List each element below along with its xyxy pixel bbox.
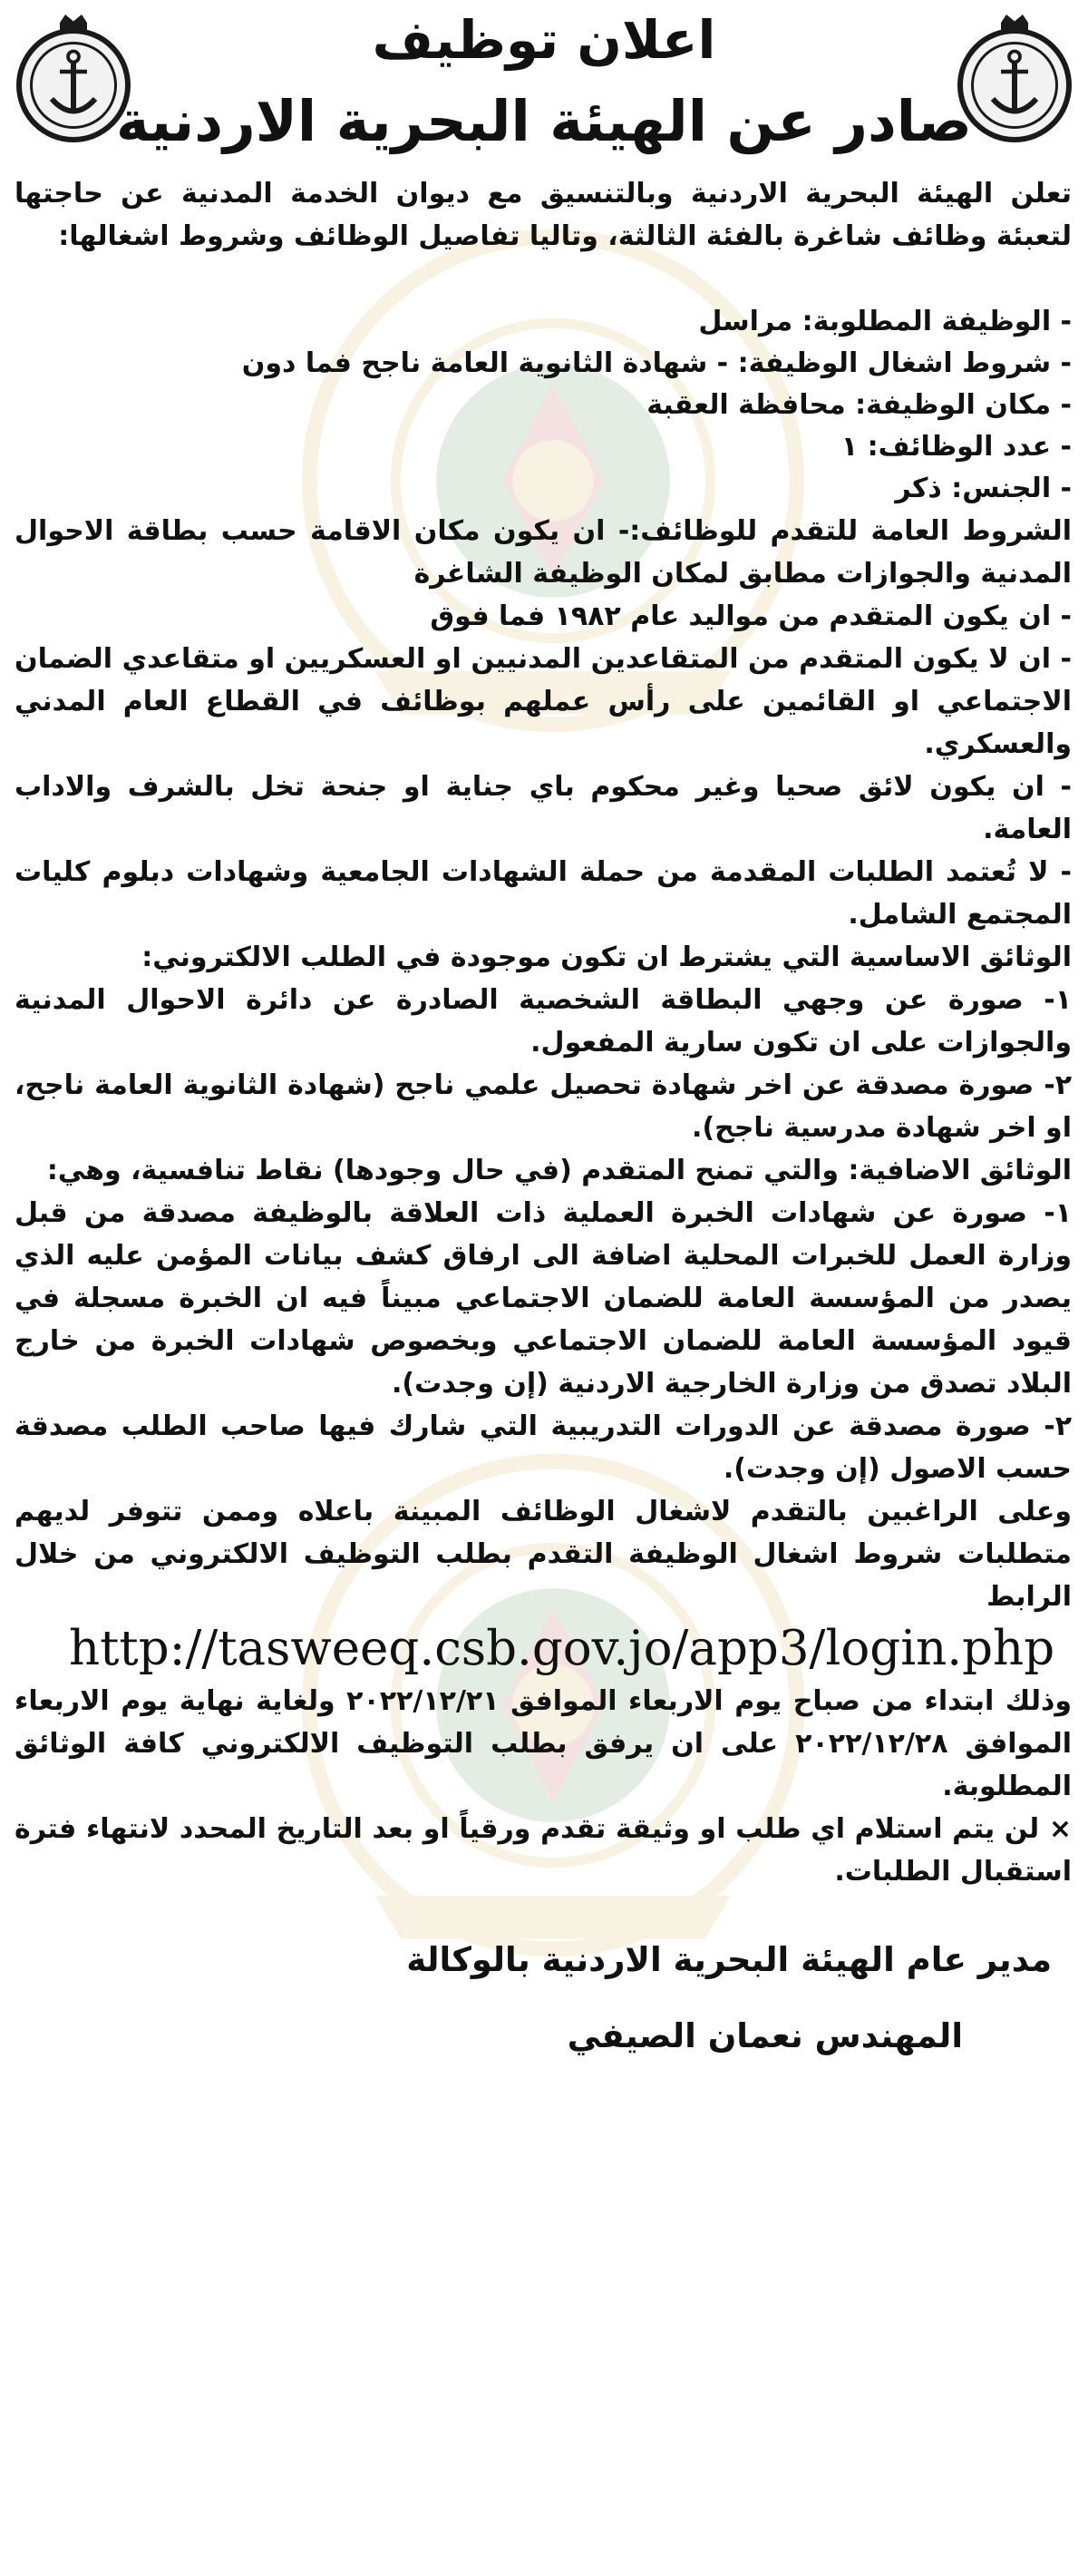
spacer — [15, 258, 1072, 301]
announcement-header — [0, 0, 1088, 172]
basic-documents-heading: الوثائق الاساسية التي يشترط ان تكون موجودة في الطلب الالكتروني: — [141, 942, 1072, 973]
application-link[interactable]: http://tasweeq.csb.gov.jo/app3/login.php — [69, 1621, 1055, 1676]
announcement-body — [15, 172, 1072, 2060]
additional-documents-heading: الوثائق الاضافية: والتي تمنح المتقدم (في حال وجودها) نقاط تنافسية، وهي: — [46, 1155, 1072, 1186]
job-detail-count: - عدد الوظائف: ١ — [840, 431, 1072, 463]
condition-item: - ان يكون لائق صحيا وغير محكوم باي جناية او جنحة تخل بالشرف والاداب العامة. — [15, 771, 1072, 845]
apply-instructions: وعلى الراغبين بالتقدم لاشغال الوظائف المبينة باعلاه وممن تتوفر لديهم متطلبات شروط اشغال الوظيفة التقدم بطلب التوظيف الالكتروني من خلال الرابط — [15, 1496, 1072, 1613]
signatory-name: المهندس نعمان الصيفي — [567, 2016, 963, 2055]
application-dates: وذلك ابتداء من صباح يوم الاربعاء الموافق ٢٠٢٢/١٢/٢١ ولغاية نهاية يوم الاربعاء الموافق ٢٠٢٢/١٢/٢٨ على ان يرفق بطلب التوظيف الالكتروني كافة الوثائق المطلوبة. — [15, 1685, 1072, 1802]
condition-item: - ان يكون المتقدم من مواليد عام ١٩٨٢ فما فوق — [430, 600, 1072, 632]
condition-item: - لا تُعتمد الطلبات المقدمة من حملة الشهادات الجامعية وشهادات دبلوم كليات المجتمع الشامل. — [15, 856, 1072, 931]
condition-item: - ان لا يكون المتقدم من المتقاعدين المدنيين او العسكريين او متقاعدي الضمان الاجتماعي او القائمين على رأس عملهم بوظائف في القطاع العام المدني والعسكري. — [15, 643, 1072, 760]
paper-submission-note: × لن يتم استلام اي طلب او وثيقة تقدم ورقياً او بعد التاريخ المحدد لانتهاء فترة استقبال الطلبات. — [15, 1813, 1072, 1888]
signatory-position: مدير عام الهيئة البحرية الاردنية بالوكالة — [406, 1940, 1052, 1979]
basic-document-item: ١- صورة عن وجهي البطاقة الشخصية الصادرة عن دائرة الاحوال المدنية والجوازات على ان تكون سارية المفعول. — [15, 984, 1072, 1059]
job-detail-gender: - الجنس: ذكر — [895, 473, 1072, 504]
spacer — [15, 1893, 1072, 1937]
additional-document-item: ٢- صورة مصدقة عن الدورات التدريبية التي شارك فيها صاحب الطلب مصدقة حسب الاصول (إن وجدت). — [15, 1410, 1072, 1485]
intro-paragraph: تعلن الهيئة البحرية الاردنية وبالتنسيق مع ديوان الخدمة المدنية عن حاجتها لتعبئة وظائف شاغرة بالفئة الثالثة، وتاليا تفاصيل الوظائف وشروط اشغالها: — [15, 178, 1072, 252]
general-conditions: الشروط العامة للتقدم للوظائف:- ان يكون مكان الاقامة حسب بطاقة الاحوال المدنية والجوازات مطابق لمكان الوظيفة الشاغرة — [15, 515, 1072, 590]
job-detail-title: - الوظيفة المطلوبة: مراسل — [698, 306, 1072, 337]
announcement-title: اعلان توظيف — [372, 9, 716, 71]
job-detail-requirements: - شروط اشغال الوظيفة: - شهادة الثانوية العامة ناجح فما دون — [241, 347, 1072, 379]
additional-document-item: ١- صورة عن شهادات الخبرة العملية ذات العلاقة بالوظيفة مصدقة من قبل وزارة العمل للخبرات المحلية اضافة الى ارفاق كشف بيانات المؤمن عليه الذي يصدر من المؤسسة العامة للضمان الاجتماعي مبيناً فيه ان الخبرة مسجلة في قيود المؤسسة العامة للضمان الاجتماعي وبخصوص شهادات الخبرة من خارج البلاد تصدق من وزارة الخارجية الاردنية (إن وجدت). — [15, 1197, 1072, 1400]
issuer-title: صادر عن الهيئة البحرية الاردنية — [116, 88, 972, 154]
job-detail-location: - مكان الوظيفة: محافظة العقبة — [646, 389, 1072, 421]
basic-document-item: ٢- صورة مصدقة عن اخر شهادة تحصيل علمي ناجح (شهادة الثانوية العامة ناجح، او اخر شهادة مدرسية ناجح). — [15, 1069, 1072, 1144]
